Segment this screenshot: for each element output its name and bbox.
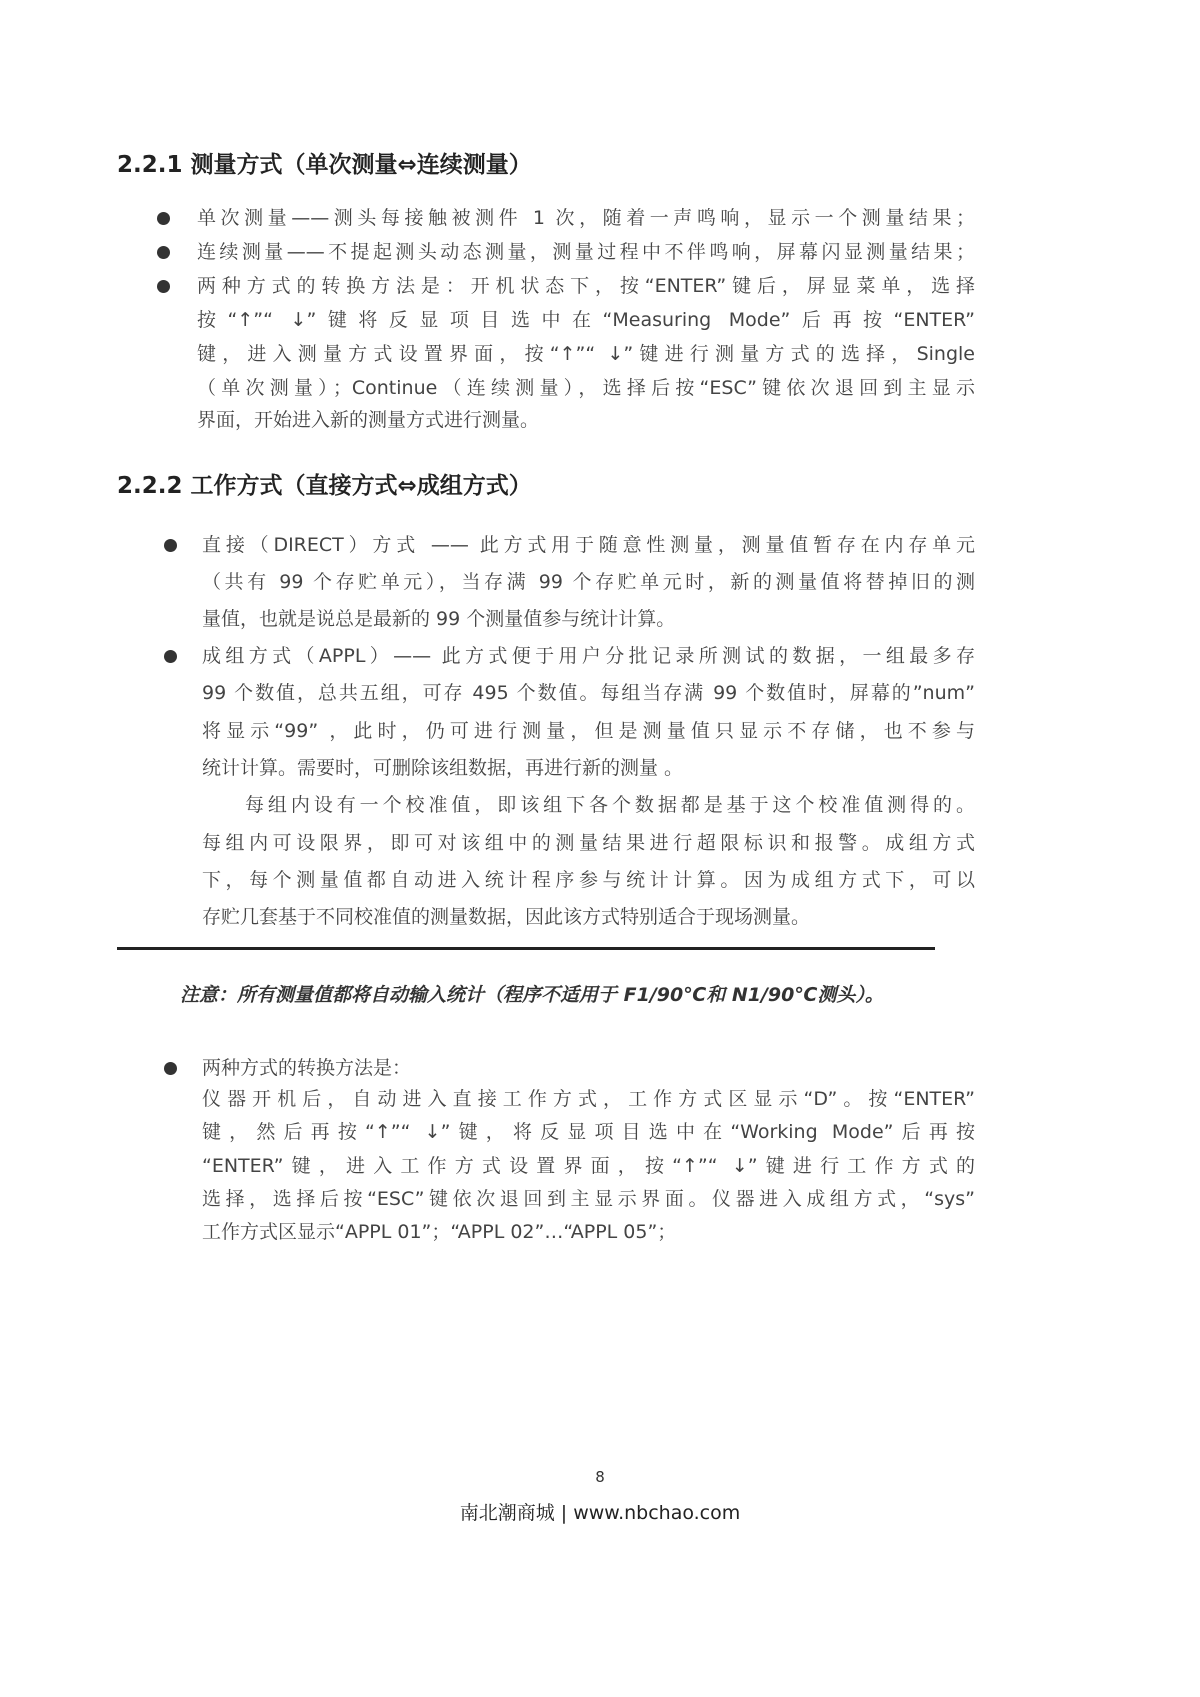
paragraph-line: 下，每个测量值都自动进入统计程序参与统计计算。因为成组方式下，可以 — [202, 869, 975, 891]
bullet-text: 成组方式（APPL）—— 此方式便于用户分批记录所测试的数据，一组最多存 — [202, 645, 975, 667]
page-number: 8 — [595, 1468, 605, 1486]
bullet-text: 界面，开始进入新的测量方式进行测量。 — [197, 409, 540, 431]
bullet-text: 按“↑”“ ↓”键将反显项目选中在“Measuring Mode”后再按“ENTER” — [197, 309, 975, 331]
bullet-text: 键，进入测量方式设置界面，按“↑”“ ↓”键进行测量方式的选择，Single — [197, 343, 975, 365]
section-heading-measuring-mode: 2.2.1 测量方式（单次测量⇔连续测量） — [117, 152, 532, 178]
note-text: 注意：所有测量值都将自动输入统计（程序不适用于 F1/90℃和 N1/90℃测头）。 — [180, 984, 884, 1006]
bullet-text: 键，然后再按“↑”“ ↓”键，将反显项目选中在“Working Mode”后再按 — [202, 1121, 975, 1143]
bullet-icon — [157, 246, 170, 259]
bullet-text: “ENTER”键，进入工作方式设置界面，按“↑”“ ↓”键进行工作方式的 — [202, 1155, 975, 1177]
paragraph-line: 存贮几套基于不同校准值的测量数据，因此该方式特别适合于现场测量。 — [202, 906, 811, 928]
bullet-text: 单次测量——测头每接触被测件 1 次，随着一声鸣响，显示一个测量结果； — [197, 207, 975, 229]
paragraph-line: 每组内可设限界，即可对该组中的测量结果进行超限标识和报警。成组方式 — [202, 832, 975, 854]
bullet-text: 99 个数值，总共五组，可存 495 个数值。每组当存满 99 个数值时，屏幕的”num” — [202, 682, 975, 704]
bullet-icon — [157, 212, 170, 225]
bullet-icon — [164, 650, 177, 663]
bullet-icon — [164, 539, 177, 552]
bullet-text: 仪器开机后，自动进入直接工作方式，工作方式区显示“D”。按“ENTER” — [202, 1088, 975, 1110]
bullet-text: （单次测量）；Continue（连续测量），选择后按“ESC”键依次退回到主显示 — [197, 377, 975, 399]
section-heading-working-mode: 2.2.2 工作方式（直接方式⇔成组方式） — [117, 473, 532, 499]
bullet-text: 选择，选择后按“ESC”键依次退回到主显示界面。仪器进入成组方式，“sys” — [202, 1188, 975, 1210]
bullet-icon — [157, 280, 170, 293]
bullet-text: 连续测量——不提起测头动态测量，测量过程中不伴鸣响，屏幕闪显测量结果； — [197, 241, 975, 263]
bullet-text: 将显示“99” ，此时，仍可进行测量，但是测量值只显示不存储，也不参与 — [202, 720, 975, 742]
divider — [117, 947, 935, 950]
bullet-icon — [164, 1062, 177, 1075]
bullet-text: 两种方式的转换方法是：开机状态下，按“ENTER”键后，屏显菜单，选择 — [197, 275, 975, 297]
paragraph-line: 每组内设有一个校准值，即该组下各个数据都是基于这个校准值测得的。 — [245, 794, 975, 816]
footer-site: 南北潮商城 | www.nbchao.com — [459, 1502, 741, 1524]
bullet-text: 两种方式的转换方法是： — [202, 1057, 412, 1079]
bullet-text: 统计计算。需要时，可删除该组数据，再进行新的测量 。 — [202, 757, 684, 779]
bullet-text: 量值，也就是说总是最新的 99 个测量值参与统计计算。 — [202, 608, 676, 630]
bullet-text: 工作方式区显示“APPL 01”；“APPL 02”…“APPL 05”； — [202, 1221, 677, 1243]
bullet-text: （共有 99 个存贮单元），当存满 99 个存贮单元时，新的测量值将替掉旧的测 — [202, 571, 975, 593]
bullet-text: 直接（DIRECT）方式 —— 此方式用于随意性测量，测量值暂存在内存单元 — [202, 534, 975, 556]
